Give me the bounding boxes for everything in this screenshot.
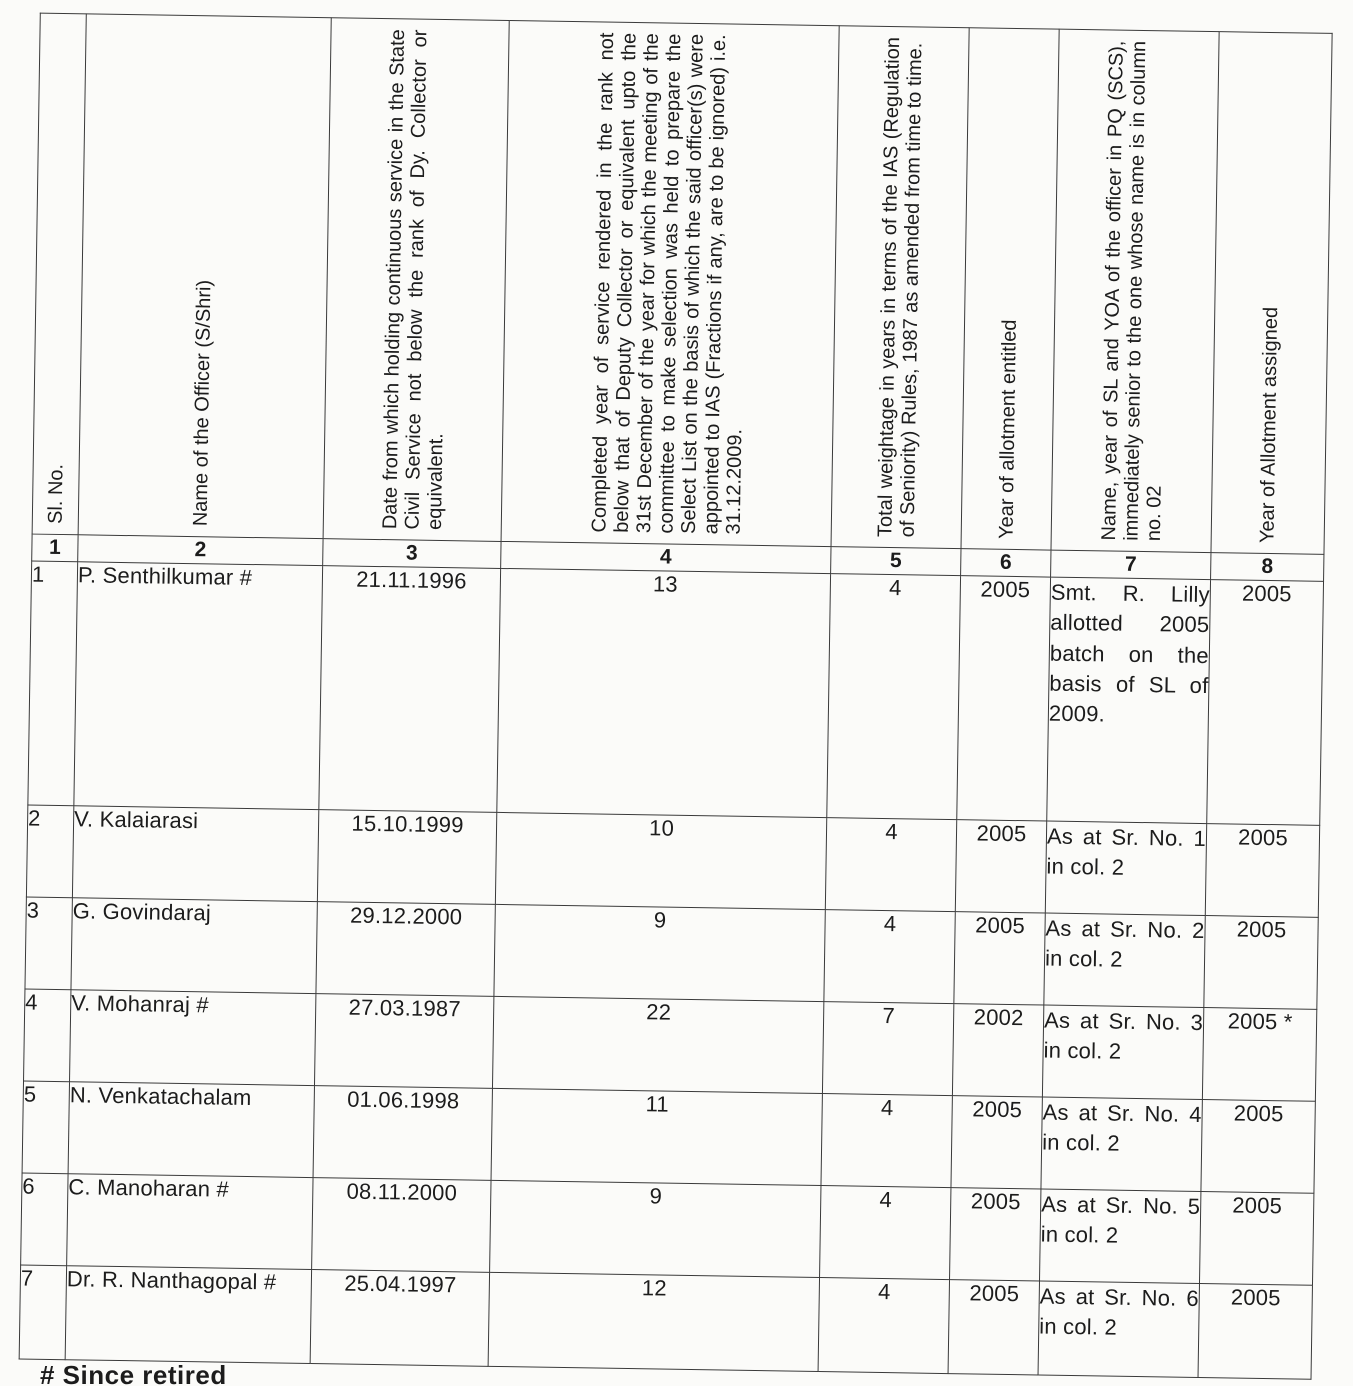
service-date-cell: 15.10.1999 <box>317 810 496 905</box>
header-service-date: Date from which holding continuous service in the State Civil Service not below the rank of Dy. Collector or equivalent. <box>323 18 509 542</box>
senior-officer-cell: Smt. R. Lilly allotted 2005 batch on the basis of SL of 2009. <box>1047 577 1211 823</box>
header-completed-years: Completed year of service rendered in the rank not below that of Deputy Collector or equivalent upto the 31st December of the year for which the meeting of the committee to make selection was held to prepare the Select List on the basis of which the said officer(s) were appointed to IAS (Fractions if any, are to be ignored) i.e. 31.12.2009. <box>501 21 839 547</box>
senior-officer-cell: As at Sr. No. 1 in col. 2 <box>1045 821 1206 916</box>
sl-no-cell: 6 <box>21 1173 68 1266</box>
officer-name-cell: C. Manoharan # <box>67 1174 313 1270</box>
completed-years-cell: 10 <box>495 812 826 909</box>
year-entitled-cell: 2005 <box>955 820 1046 913</box>
senior-officer-cell: As at Sr. No. 3 in col. 2 <box>1042 1005 1203 1100</box>
column-number: 7 <box>1051 550 1211 580</box>
year-assigned-cell: 2005 <box>1198 1283 1312 1379</box>
header-officer-name: Name of the Officer (S/Shri) <box>78 14 331 539</box>
year-entitled-cell: 2005 <box>948 1280 1039 1375</box>
column-number: 2 <box>78 535 323 566</box>
column-number: 4 <box>501 541 831 573</box>
officer-name-cell: V. Kalaiarasi <box>72 806 318 902</box>
year-assigned-cell: 2005 <box>1207 580 1324 826</box>
service-date-cell: 08.11.2000 <box>312 1178 491 1273</box>
officer-name-cell: V. Mohanraj # <box>70 990 316 1086</box>
column-number: 8 <box>1211 553 1324 582</box>
completed-years-cell: 12 <box>488 1272 819 1371</box>
service-date-cell: 29.12.2000 <box>316 902 495 997</box>
completed-years-cell: 9 <box>490 1180 821 1277</box>
year-entitled-cell: 2005 <box>951 1096 1042 1189</box>
column-number: 3 <box>323 539 501 569</box>
year-entitled-cell: 2002 <box>952 1004 1043 1097</box>
sl-no-cell: 3 <box>25 897 72 990</box>
column-number: 5 <box>831 547 961 576</box>
service-date-cell: 25.04.1997 <box>310 1270 489 1367</box>
header-year-entitled: Year of allotment entitled <box>961 28 1059 550</box>
sl-no-cell: 5 <box>22 1081 69 1174</box>
weightage-cell: 4 <box>821 1094 952 1188</box>
year-assigned-cell: 2005 <box>1204 916 1318 1010</box>
completed-years-cell: 22 <box>492 996 823 1093</box>
year-entitled-cell: 2005 <box>957 576 1051 821</box>
column-number: 1 <box>32 534 78 562</box>
table-row <box>28 561 1324 825</box>
weightage-cell: 4 <box>820 1186 951 1280</box>
year-assigned-cell: 2005 <box>1205 824 1319 918</box>
sl-no-cell: 4 <box>24 989 71 1082</box>
senior-officer-cell: As at Sr. No. 4 in col. 2 <box>1041 1097 1202 1192</box>
service-date-cell: 27.03.1987 <box>314 994 493 1089</box>
header-total-weightage: Total weightage in years in terms of the IAS (Regulation of Seniority) Rules, 1987 as amended from time to time. <box>831 26 969 549</box>
weightage-cell: 4 <box>825 818 956 912</box>
sl-no-cell: 2 <box>26 805 73 898</box>
year-assigned-cell: 2005 * <box>1202 1008 1316 1102</box>
column-number: 6 <box>961 549 1051 577</box>
seniority-table <box>19 13 1333 1380</box>
footnote: # Since retired <box>40 1360 227 1386</box>
header-row <box>32 13 1332 554</box>
year-assigned-cell: 2005 <box>1201 1100 1315 1194</box>
senior-officer-cell: As at Sr. No. 5 in col. 2 <box>1040 1189 1201 1284</box>
weightage-cell: 4 <box>824 910 955 1004</box>
senior-officer-cell: As at Sr. No. 6 in col. 2 <box>1038 1281 1199 1378</box>
header-year-assigned: Year of Allotment assigned <box>1211 32 1332 555</box>
completed-years-cell: 9 <box>494 904 825 1001</box>
completed-years-cell: 13 <box>497 568 831 817</box>
year-entitled-cell: 2005 <box>954 912 1045 1005</box>
sl-no-cell: 7 <box>19 1265 66 1360</box>
senior-officer-cell: As at Sr. No. 2 in col. 2 <box>1044 913 1205 1008</box>
weightage-cell: 4 <box>827 574 961 820</box>
header-senior-officer: Name, year of SL and YOA of the officer in PQ (SCS), immediately senior to the one whose name is in column no. 02 <box>1051 29 1219 552</box>
officer-name-cell: Dr. R. Nanthagopal # <box>65 1266 311 1364</box>
weightage-cell: 7 <box>822 1002 953 1096</box>
officer-name-cell: P. Senthilkumar # <box>74 562 323 810</box>
officer-name-cell: N. Venkatachalam <box>68 1082 314 1178</box>
service-date-cell: 21.11.1996 <box>319 566 501 813</box>
completed-years-cell: 11 <box>491 1088 822 1185</box>
sl-no-cell: 1 <box>28 561 78 806</box>
officer-name-cell: G. Govindaraj <box>71 898 317 994</box>
header-sl-no: Sl. No. <box>32 13 86 535</box>
service-date-cell: 01.06.1998 <box>313 1086 492 1181</box>
year-entitled-cell: 2005 <box>950 1188 1041 1281</box>
weightage-cell: 4 <box>818 1278 949 1374</box>
year-assigned-cell: 2005 <box>1199 1192 1313 1286</box>
